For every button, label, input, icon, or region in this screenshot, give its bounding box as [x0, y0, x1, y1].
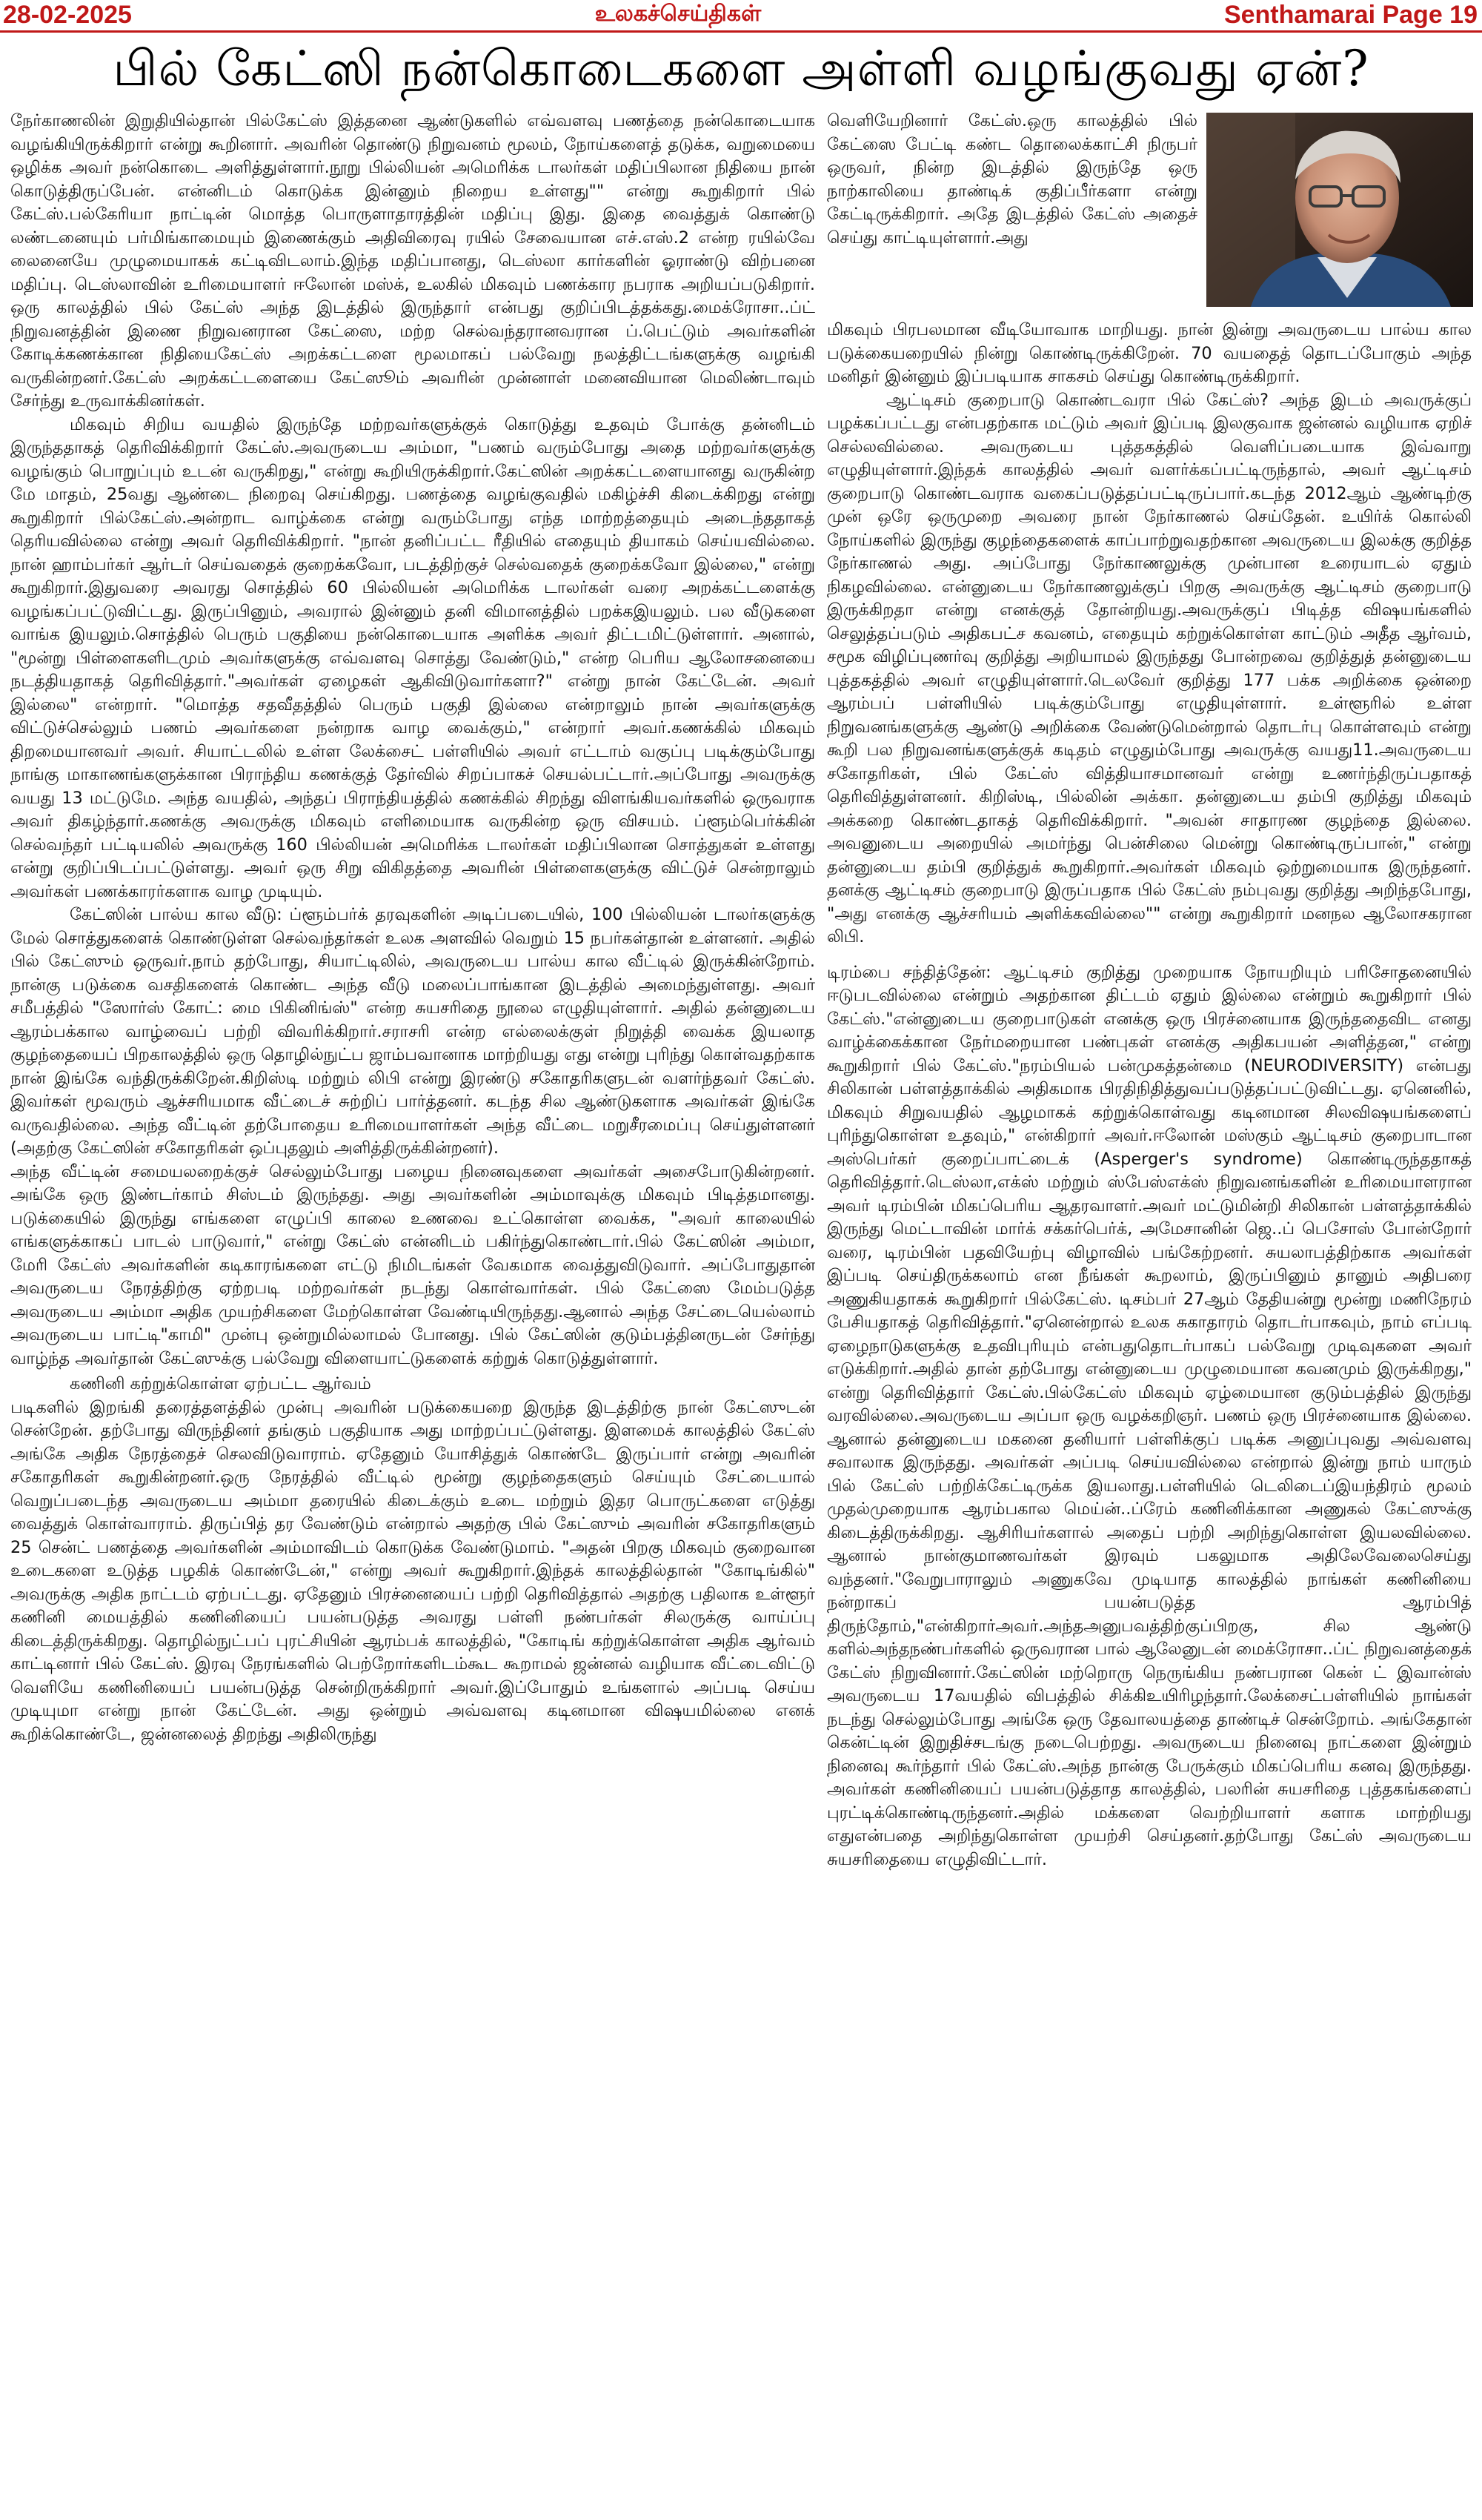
- article-paragraph: மிகவும் சிறிய வயதில் இருந்தே மற்றவர்களுக்குக் கொடுத்து உதவும் போக்கு தன்னிடம் இருந்ததாகத் தெரிவிக்கிறார் கேட்ஸ்.அவருடைய அம்மா, "பணம் வரும்போது அதை மற்றவர்களுக்கு வழங்கும் பொறுப்பும் உடன் வருகிறது," என்று கூறியிருக்கிறார்.கேட்ஸின் அறக்கட்டளையானது வருகின்ற மே மாதம், 25வது ஆண்டை நிறைவு செய்கிறது. பணத்தை வழங்குவதில் மகிழ்ச்சி கிடைக்கிறது என்று கூறுகிறார் பில்கேட்ஸ்.அன்றாட வாழ்க்கை என்று வரும்போது எந்த மாற்றத்தையும் அடைந்ததாகத் தெரியவில்லை என்று அவர் தெரிவிக்கிறார். "நான் தனிப்பட்ட ரீதியில் எதையும் தியாகம் செய்யவில்லை. நான் ஹாம்பர்கர் ஆர்டர் செய்வதைக் குறைக்கவோ, படத்திற்குச் செல்வதைக் குறைக்கவோ இல்லை," என்று கூறுகிறார்.இதுவரை அவரது சொத்தில் 60 பில்லியன் அமெரிக்க டாலர்கள் வரை அறக்கட்டளைக்கு வழங்கப்பட்டுவிட்டது. இருப்பினும், அவரால் இன்னும் தனி விமானத்தில் பறக்கஇயலும். பல வீடுகளை வாங்க இயலும்.சொத்தில் பெரும் பகுதியை நன்கொடையாக அளிக்க அவர் திட்டமிட்டுள்ளார். அனால், "மூன்று பிள்ளைகளிடமும் அவர்களுக்கு எவ்வளவு சொத்து வேண்டும்," என்ற பெரிய ஆலோசனையை நடத்தியதாகத் தெரிவித்தார்."அவர்கள் ஏழைகள் ஆகிவிடுவார்களா?" என்று நான் கேட்டேன். அவர் இல்லை" என்றார். "மொத்த சதவீதத்தில் பெரும் பகுதி இல்லை என்றாலும் நான் அவர்களுக்கு விட்டுச்செல்லும் பணம் அவர்களை நன்றாக வாழ வைக்கும்," என்றார் அவர்.கணக்கில் மிகவும் திறமையானவர் அவர். சியாட்டலில் உள்ள லேக்சைட் பள்ளியில் அவர் எட்டாம் வகுப்பு படிக்கும்போது நாங்கு மாகாணங்களுக்கான பிராந்திய கணக்குத் தேர்வில் சிறப்பாகச் செயல்பட்டார்.அப்போது அவருக்கு வயது 13 மட்டுமே. அந்த வயதில், அந்தப் பிராந்தியத்தில் கணக்கில் சிறந்து விளங்கியவர்களில் ஒருவராக அவர் திகழ்ந்தார்.கணக்கு அவருக்கு மிகவும் எளிமையாக வருகின்ற ஒரு விசயம். ப்ளூம்பெர்க்கின் செல்வந்தர் பட்டியலில் அவருக்கு 160 பில்லியன் அமெரிக்க டாலர்கள் மதிப்பிலான சொத்துகள் உள்ளது என்று குறிப்பிடப்பட்டுள்ளது. அவர் ஒரு சிறு விகிதத்தை அவரின் பிள்ளைகளுக்கு விட்டுச் சென்றாலும் அவர்கள் பணக்காரர்களாக வாழ முடியும்.: [10, 414, 815, 901]
- portrait-image: [1206, 113, 1473, 307]
- article-paragraph: நேர்காணலின் இறுதியில்தான் பில்கேட்ஸ் இத்தனை ஆண்டுகளில் எவ்வளவு பணத்தை நன்கொடையாக வழங்கியிருக்கிறார் என்று கூறினார். அவரின் தொண்டு நிறுவனம் மூலம், நோய்களைத் தடுக்க, வறுமையை ஒழிக்க அவர் நன்கொடை அளித்துள்ளார்.நூறு பில்லியன் அமெரிக்க டாலர்கள் மதிப்பிலான நிதியை நான் கொடுத்திருப்பேன். என்னிடம் கொடுக்க இன்னும் நிறைய உள்ளது"" என்று கூறுகிறார் பில் கேட்ஸ்.பல்கேரியா நாட்டின் மொத்த பொருளாதாரத்தின் மதிப்பு இது. இதை வைத்துக் கொண்டு லண்டனையும் பர்மிங்காமையும் இணைக்கும் அதிவிரைவு ரயில் சேவையான எச்.எஸ்.2 என்ற ரயில்வே லைனையே முழுமையாகக் கட்டிவிடலாம்.இந்த மதிப்பானது, டெஸ்லா கார்களின் ஓராண்டு விற்பனை மதிப்பு. டெஸ்லாவின் உரிமையாளர் ஈலோன் மஸ்க், உலகில் மிகவும் பணக்கார நபராக அறியப்படுகிறார். ஒரு காலத்தில் பில் கேட்ஸ் அந்த இடத்தில் இருந்தார் என்பது குறிப்பிடத்தக்கது.மைக்ரோசா..ப்ட் நிறுவனத்தின் இணை நிறுவனரான கேட்ஸை, மற்ற செல்வந்தரானவரான ப்.பெட்டும் அவர்களின் கோடிக்கணக்கான நிதியைகேட்ஸ் அறக்கட்டளை மூலமாகப் பல்வேறு நலத்திட்டங்களுக்கு வழங்கி வருகின்றனர்.கேட்ஸ் அறக்கட்டளையை கேட்ஸூம் அவரின் முன்னாள் மனைவியான மெலிண்டாவும் சேர்ந்து உருவாக்கினர்கள்.: [10, 111, 815, 411]
- issue-date: 28-02-2025: [3, 1, 132, 29]
- right-column: [827, 319, 1472, 2513]
- page-number: Senthamarai Page 19: [1223, 1, 1478, 29]
- section-title: உலகச்செய்திகள்: [594, 1, 762, 27]
- article-headline: பில் கேட்ஸி நன்கொடைகளை அள்ளி வழங்குவது ஏன்?: [113, 40, 1369, 97]
- article-paragraph: கேட்ஸின் பால்ய கால வீடு: ப்ளூம்பர்க் தரவுகளின் அடிப்படையில், 100 பில்லியன் டாலர்களுக்கு மேல் சொத்துகளைக் கொண்டுள்ள செல்வந்தர்கள் உலக அளவில் வெறும் 15 நபர்கள்தான் உள்ளனர். அதில் பில் கேட்ஸும் ஒருவர்.நாம் தற்போது, சியாட்டிலில், அவருடைய பால்ய கால வீட்டில் இருக்கின்றோம். நான்கு படுக்கை வசதிகளைக் கொண்ட அந்த வீடு மலைப்பாங்கான இடத்தில் அமைந்துள்ளது. அவர் சமீபத்தில் "ஸோர்ஸ் கோட்: மை பிகினிங்ஸ்" என்ற சுயசரிதை நூலை எழுதியுள்ளார். அதில் தன்னுடைய ஆரம்பக்கால வாழ்வைப் பற்றி விவரிக்கிறார்.சராசரி என்ற எல்லைக்குள் நிறுத்தி வைக்க இயலாத குழந்தையைப் பிறகாலத்தில் ஒரு தொழில்நுட்ப ஜாம்பவானாக மாற்றியது எது என்று புரிந்து கொள்வதற்காக நான் இங்கே வந்திருக்கிறேன்.கிறிஸ்டி மற்றும் லிபி என்று இரண்டு சகோதரிகளுடன் வளர்ந்தவர் கேட்ஸ். இவர்கள் மூவரும் ஆச்சரியமாக வீட்டைச் சுற்றிப் பார்த்தனர். கடந்த சில ஆண்டுகளாக அவர்கள் இங்கே வருவதில்லை. அந்த வீட்டின் தற்போதைய உரிமையாளர்கள் அந்த வீட்டை மறுசீரமைப்பு செய்துள்ளனர் (அதற்கு கேட்ஸின் சகோதரிகள் ஒப்புதலும் அளித்திருக்கின்றனர்).: [10, 905, 815, 1158]
- lead-paragraph: வெளியேறினார் கேட்ஸ்.ஒரு காலத்தில் பில் கேட்ஸை பேட்டி கண்ட தொலைக்காட்சி நிருபர் ஒருவர், நின்ற இடத்தில் இருந்தே ஒரு நாற்காலியை தாண்டிக் குதிப்பீர்களா என்று கேட்டிருக்கிறார். அதே இடத்தில் கேட்ஸ் அதைச் செய்து காட்டியுள்ளார்.அது: [827, 111, 1197, 248]
- article-paragraph: அந்த வீட்டின் சமையலறைக்குச் செல்லும்போது பழைய நினைவுகளை அவர்கள் அசைபோடுகின்றனர். அங்கே ஒரு இண்டர்காம் சிஸ்டம் இருந்தது. அது அவர்களின் அம்மாவுக்கு மிகவும் பிடித்தமானது. படுக்கையில் இருந்து எங்களை எழுப்பி காலை உணவை உட்கொள்ள வைக்க, "அவர் காலையில் எங்களுக்காகப் பாடல் பாடுவார்," என்று கேட்ஸ் என்னிடம் பகிர்ந்துகொண்டார்.பில் கேட்ஸின் அம்மா, மேரி கேட்ஸ் அவர்களின் கடிகாரங்களை எட்டு நிமிடங்கள் வேகமாக வைத்துவிடுவார். அப்போதுதான் அவருடைய நேரத்திற்கு ஏற்றபடி மற்றவர்கள் நடந்து கொள்வார்கள். பில் கேட்ஸை மேம்படுத்த அவருடைய அம்மா அதிக முயற்சிகளை மேற்கொள்ள வேண்டியிருந்தது.ஆனால் அந்த சேட்டையெல்லாம் அவருடைய பாட்டி"காமி" முன்பு ஒன்றுமில்லாமல் போனது. பில் கேட்ஸின் குடும்பத்தினருடன் சேர்ந்து வாழ்ந்த அவர்தான் கேட்ஸுக்கு பல்வேறு விளையாட்டுகளைக் கற்றுக் கொடுத்துள்ளார்.: [10, 1161, 815, 1368]
- left-column: [10, 110, 815, 2515]
- article-paragraph: மிகவும் பிரபலமான வீடியோவாக மாறியது. நான் இன்று அவருடைய பால்ய கால படுக்கையறையில் நின்று கொண்டிருக்கிறேன். 70 வயதைத் தொடப்போகும் அந்த மனிதர் இன்னும் இப்படியாக சாகசம் செய்து கொண்டிருக்கிறார்.: [827, 320, 1472, 386]
- article-paragraph: ஆட்டிசம் குறைபாடு கொண்டவரா பில் கேட்ஸ்? அந்த இடம் அவருக்குப் பழக்கப்பட்டது என்பதற்காக மட்டும் அவர் இப்படி இலகுவாக ஜன்னல் வழியாக ஏறிச் செல்லவில்லை. அவருடைய புத்தகத்தில் வெளிப்படையாக இவ்வாறு எழுதியுள்ளார்.இந்தக் காலத்தில் அவர் வளர்க்கப்பட்டிருந்தால், அவர் ஆட்டிசம் குறைபாடு கொண்டவராக வகைப்படுத்தப்பட்டிருப்பார்.கடந்த 2012ஆம் ஆண்டிற்கு முன் ஒரே ஒருமுறை அவரை நான் நேர்காணல் செய்தேன். உயிர்க் கொல்லி நோய்களில் இருந்து குழந்தைகளைக் காப்பாற்றுவதற்கான அவருடைய இலக்கு குறித்த நேர்காணல் அது. அப்போது நேர்காணலுக்கு முன்பான உரையாடல் ஏதும் நிகழவில்லை. என்னுடைய நேர்காணலுக்குப் பிறகு அவருக்கு ஆட்டிசம் குறைபாடு இருக்கிறதா என்று எனக்குத் தோன்றியது.அவருக்குப் பிடித்த விஷயங்களில் செலுத்தப்படும் அதிகபட்ச கவனம், எதையும் கற்றுக்கொள்ள காட்டும் அதீத ஆர்வம், சமூக விழிப்புணர்வு குறித்து அறியாமல் இருந்தது போன்றவை குறித்துத் தன்னுடைய புத்தகத்தில் அவர் எழுதியுள்ளார்.டெலவேர் குறித்து 177 பக்க அறிக்கை ஒன்றை ஆரம்பப் பள்ளியில் படிக்கும்போது எழுதியுள்ளார். உள்ளூரில் உள்ள நிறுவனங்களுக்கு ஆண்டு அறிக்கை வேண்டுமென்றால் தொடர்பு கொள்ளவும் என்று கூறி பல நிறுவனங்களுக்குக் கடிதம் எழுதும்போது அவருக்கு வயது11.அவருடைய சகோதரிகள், பில் கேட்ஸ் வித்தியாசமானவர் என்று உணர்ந்திருப்பதாகத் தெரிவித்துள்ளனர். கிறிஸ்டி, பில்லின் அக்கா. தன்னுடைய தம்பி குறித்து மிகவும் அக்கறை கொண்டதாகத் தெரிவிக்கிறார். "அவன் சாதாரண குழந்தை இல்லை. அவனுடைய அறையில் அமர்ந்து பென்சிலை மென்று கொண்டிருப்பான்," என்று தன்னுடைய தம்பி குறித்துக் கூறுகிறார்.அவர்கள் மிகவும் ஒற்றுமையாக இருந்தனர். தனக்கு ஆட்டிசம் குறைபாடு இருப்பதாக பில் கேட்ஸ் நம்புவது குறித்து அறிந்தபோது, "அது எனக்கு ஆச்சரியம் அளிக்கவில்லை"" என்று கூறுகிறார் மனநல ஆலோசகரான லிபி.: [827, 390, 1472, 946]
- paragraph-spacer: [827, 949, 1472, 961]
- bill-gates-photo: [1206, 113, 1473, 307]
- article-paragraph: படிகளில் இறங்கி தரைத்தளத்தில் முன்பு அவரின் படுக்கையறை இருந்த இடத்திற்கு நான் கேட்ஸுடன் சென்றேன். தற்போது விருந்தினர் தங்கும் பகுதியாக அது மாற்றப்பட்டுள்ளது. இளமைக் காலத்தில் கேட்ஸ் அங்கே அதிக நேரத்தைச் செலவிடுவாராம். ஏதேனும் யோசித்துக் கொண்டே இருப்பார் என்று அவரின் சகோதரிகள் கூறுகின்றனர்.ஒரு நேரத்தில் வீட்டில் மூன்று குழந்தைகளும் செய்யும் சேட்டையால் வெறுப்படைந்த அவருடைய அம்மா தரையில் கிடைக்கும் உடை மற்றும் இதர பொருட்களை எடுத்து வைத்துக் கொள்வாராம். திருப்பித் தர வேண்டும் என்றால் அதற்கு பில் கேட்ஸும் அவரின் சகோதரிகளும் 25 சென்ட் பணத்தை அவர்களின் அம்மாவிடம் கொடுக்க வேண்டுமாம். "அதன் பிறகு மிகவும் குறைவான உடைகளை உடுத்த பழகிக் கொண்டேன்," என்று அவர் கூறுகிறார்.இந்தக் காலத்தில்தான் "கோடிங்கில்" அவருக்கு அதிக நாட்டம் ஏற்பட்டது. ஏதேனும் பிரச்னையைப் பற்றி தெரிவித்தால் அதற்கு பதிலாக உள்ளூர் கணினி மையத்தில் கணினியைப் பயன்படுத்த அவரது பள்ளி நண்பர்கள் சிலருக்கு வாய்ப்பு கிடைத்திருக்கிறது. தொழில்நுட்பப் புரட்சியின் ஆரம்பக் காலத்தில், "கோடிங் கற்றுக்கொள்ள அதிக ஆர்வம் காட்டினார் பில் கேட்ஸ். இரவு நேரங்களில் பெற்றோர்களிடம்கூட கூறாமல் ஜன்னல் வழியாக வீட்டைவிட்டு வெளியே கணினியைப் பயன்படுத்த சென்றிருக்கிறார் அவர்.இப்போதும் உங்களால் அப்படி செய்ய முடியுமா என்று நான் கேட்டேன். அது ஒன்றும் அவ்வளவு கடினமான விஷயமில்லை எனக் கூறிக்கொண்டே, ஜன்னலைத் திறந்து அதிலிருந்து: [10, 1397, 815, 1744]
- article-paragraph: டிரம்பை சந்தித்தேன்: ஆட்டிசம் குறித்து முறையாக நோயறியும் பரிசோதனையில் ஈடுபடவில்லை என்றும் அதற்கான திட்டம் ஏதும் இல்லை என்றும் கூறுகிறார் பில் கேட்ஸ்."என்னுடைய குறைபாடுகள் எனக்கு ஒரு பிரச்னையாக இருந்ததைவிட எனது வாழ்க்கைக்கான நேர்மறையான பண்புகள் எனக்கு அதிகபயன் அளித்தன," என்று கூறுகிறார் பில் கேட்ஸ்."நரம்பியல் பன்முகத்தன்மை (NEURODIVERSITY) என்பது சிலிகான் பள்ளத்தாக்கில் அதிகமாக பிரதிநிதித்துவப்படுத்தப்பட்டுவிட்டது. ஏனெனில், மிகவும் சிறுவயதில் ஆழமாகக் கற்றுக்கொள்வது கடினமான சிலவிஷயங்களைப் புரிந்துகொள்ள உதவும்," என்கிறார் அவர்.ஈலோன் மஸ்கும் ஆட்டிசம் குறைபாடான அஸ்பெர்கர் குறைப்பாட்டைக் (Asperger's syndrome) கொண்டிருந்ததாகத் தெரிவித்தார்.டெஸ்லா,எக்ஸ் மற்றும் ஸ்பேஸ்எக்ஸ் நிறுவனங்களின் உரிமையாளரான அவர் டிரம்பின் மிகப்பெரிய ஆதரவாளர்.அவர் மட்டுமின்றி சிலிகான் பள்ளத்தாக்கில் இருந்து மெட்டாவின் மார்க் சக்கர்பெர்க், அமேசானின் ஜெ..ப் பெசோஸ் போன்றோர் வரை, டிரம்பின் பதவியேற்பு விழாவில் பங்கேற்றனர். சுயலாபத்திற்காக அவர்கள் இப்படி செய்திருக்கலாம் என நீங்கள் கூறலாம், இருப்பினும் தானும் அதிபரை அணுகியதாகக் கூறுகிறார் பில்கேட்ஸ். டிசம்பர் 27ஆம் தேதியன்று மூன்று மணிநேரம் பேசியதாகத் தெரிவித்தார்."ஏனென்றால் உலக சுகாதாரம் தொடர்பாகவும், நாம் எப்படி ஏழைநாடுகளுக்கு உதவிபுரியும் என்பதுதொடர்பாகப் பல்வேறு முடிவுகளை அவர் எடுக்கிறார்.அதில் தான் தற்போது என்னுடைய முழுமையான கவனமும் இருக்கிறது," என்று தெரிவித்தார் கேட்ஸ்.பில்கேட்ஸ் மிகவும் ஏழ்மையான குடும்பத்தில் இருந்து வரவில்லை.அவருடைய அப்பா ஒரு வழக்கறிஞர். பணம் ஒரு பிரச்னையாக இல்லை. ஆனால் தன்னுடைய மகனை தனியார் பள்ளிக்குப் படிக்க அனுப்புவது அவ்வளவு சவாலாக இருந்தது. அவர்கள் அப்படி செய்யவில்லை என்றால் இன்று நாம் யாரும் பில் கேட்ஸ் பற்றிக்கேட்டிருக்க இயலாது.பள்ளியில் டெலிடைப்இயந்திரம் மூலம் முதல்முறையாக ஆரம்பகால மெய்ன்..ப்ரேம் கணினிக்கான அணுகல் கேட்ஸுக்கு கிடைத்திருக்கிறது. ஆசிரியர்களால் அதைப் பற்றி அறிந்துகொள்ள இயலவில்லை. ஆனால் நான்குமாணவர்கள் இரவும் பகலுமாக அதிலேவேலைசெய்து வந்தனர்."வேறுபாராலும் அணுகவே முடியாத காலத்தில் நாங்கள் கணினியை நன்றாகப் பயன்படுத்த ஆரம்பித் திருந்தோம்,"என்கிறார்அவர்.அந்தஅனுபவத்திற்குப்பிறகு, சில ஆண்டு களில்அந்தநண்பர்களில் ஒருவரான பால் ஆலேனுடன் மைக்ரோசா..ப்ட் நிறுவனத்தைக் கேட்ஸ் நிறுவினார்.கேட்ஸின் மற்றொரு நெருங்கிய நண்பரான கென் ட் இவான்ஸ் அவருடைய 17வயதில் விபத்தில் சிக்கிஉயிரிழந்தார்.லேக்சைட்பள்ளியில் நாங்கள் நடந்து செல்லும்போது அங்கே ஒரு தேவாலயத்தை தாண்டிச் சென்றோம். அங்கேதான் கென்ட்டின் இறுதிச்சடங்கு நடைபெற்றது. அவருடைய நினைவு நாட்களை இன்றும் நினைவு கூர்ந்தார் பில் கேட்ஸ்.அந்த நான்கு பேருக்கும் மிகப்பெரிய கனவு இருந்தது. அவர்கள் கணினியைப் பயன்படுத்தாத காலத்தில், பலரின் சுயசரிதை புத்தகங்களைப் புரட்டிக்கொண்டிருந்தனர்.அதில் மக்களை வெற்றியாளர் களாக மாற்றியது எதுஎன்பதை அறிந்துகொள்ள முயற்சி செய்தனர்.தற்போது கேட்ஸ் அவருடைய சுயசரிதையை எழுதிவிட்டார்.: [827, 962, 1472, 1869]
- sub-heading: கணினி கற்றுக்கொள்ள ஏற்பட்ட ஆர்வம்: [70, 1374, 371, 1393]
- page-header-bar: [0, 0, 1482, 33]
